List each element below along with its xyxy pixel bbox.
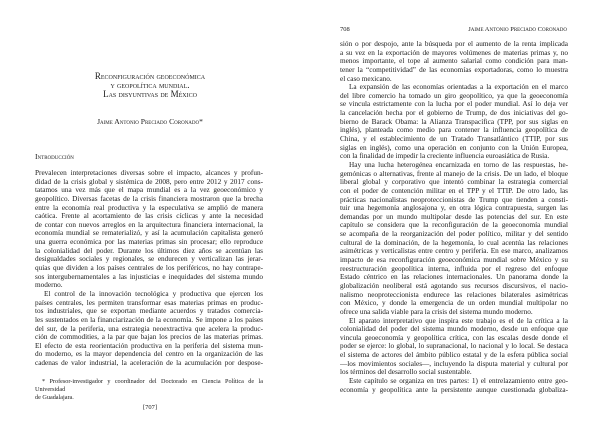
text-line: El aparato interpretativo que inspira este trabajo es el de la crítica a la <box>349 316 568 325</box>
text-line: la colonialidad del poder. Durante los últimos diez años se acentúan las <box>35 246 263 255</box>
text-line: quías que dividen a los países centrales de los periféricos, no hay contrape- <box>35 264 263 273</box>
text-line: desigualdades sociales y regionales, se endurecen y verticalizan las jerar- <box>35 255 263 264</box>
text-line: liberal global y corporativo que intentó combinar la estrategia comercial <box>340 178 568 187</box>
text-line: entre la economía real productiva y la especulativa se amplió de manera <box>35 203 263 212</box>
body-text <box>340 40 568 394</box>
running-header-author: Jaime Antonio Preciado Coronado <box>468 26 567 33</box>
text-line: economía mundial se rematerializó, y así la acumulación capitalista generó <box>35 229 263 238</box>
text-line: vincula geoeconomía y geopolítica crítica, con las escalas desde donde el <box>340 333 568 342</box>
text-line: cadenas de valor industrial, la aceleración de la acumulación por despose- <box>35 359 263 368</box>
title-line: Reconfiguración geoeconómica <box>94 71 206 81</box>
text-line: economía y geopolítica ante la persistente aunque cuestionada globaliza- <box>340 385 568 394</box>
text-line: Este capítulo se organiza en tres partes: 1) el entrelazamiento entre geo- <box>349 376 568 385</box>
chapter-author: Jaime Antonio Preciado Coronado* <box>97 117 203 126</box>
text-line: una guerra económica por las materias primas sin procesar; ello reproduce <box>35 238 263 247</box>
text-line: se acompaña de la reorganización del poder político, militar y del sentido <box>340 230 568 239</box>
text-line: caótica. Frente al acortamiento de las crisis cíclicas y ante la necesidad <box>35 212 263 221</box>
page-number: [707] <box>142 404 158 411</box>
text-line: del sur, de la periferia, una estrategia neoextractiva que acelera la produc- <box>35 324 263 333</box>
text-line: el caso mexicano. <box>340 74 392 83</box>
text-line: los términos del desarrollo social sustentable. <box>340 368 472 377</box>
text-line: del libre comercio ha tomado un giro geopolítico, ya que la geoeconomía <box>340 91 568 100</box>
text-line: nalismo neoproteccionista endurece las relaciones bilaterales asimétricas <box>340 290 568 299</box>
running-header-page-number: 708 <box>340 26 350 33</box>
text-line: les sustentados en la financiarización de la economía. Se impone a los países <box>35 315 263 324</box>
text-line: cultural de la dominación, de la hegemonía, lo cual acentúa las relaciones <box>340 238 568 247</box>
title-line: Las disyuntivas de México <box>103 89 197 100</box>
text-line: gemónicas o alternativas, frente al manejo de la crisis. De un lado, el bloque <box>340 169 568 178</box>
text-line: la cancelación hecha por el gobierno de Trump, de dos iniciativas del go- <box>340 109 568 118</box>
text-line: sos intergubernamentales a las injusticias e inequidades del sistema mundo <box>35 272 263 281</box>
text-line: China, y el establecimiento de un Tratado Transatlántico (TTIP, por sus <box>340 135 568 144</box>
text-line: tener la “competitividad” de las economías exportadoras, como lo muestra <box>340 65 568 74</box>
text-line: asimétricas y verticalistas entre centro y periferia. En ese marco, analizamos <box>340 247 568 256</box>
text-line: prácticas nacionalistas neoproteccionistas de Trump que tienden a consti- <box>340 195 568 204</box>
text-line: demandas por un mundo multipolar desde las potencias del sur. En este <box>340 212 568 221</box>
text-line: siglas en inglés), como una operación en conjunto con la Unión Europea, <box>340 143 568 152</box>
text-line: do moderno, es la mayor dependencia del centro en la organización de las <box>35 350 263 359</box>
footnote-line: de Guadalajara. <box>35 394 74 401</box>
text-line: poder se ejerce: lo global, lo supranacional, lo nacional y lo local. Se destaca <box>340 342 568 351</box>
right-page <box>300 0 600 431</box>
section-heading: Introducción <box>35 152 74 161</box>
text-line: tatamos una vez más que el mapa mundial es a la vez geoeconómico y <box>35 186 263 195</box>
text-line: capítulo se considera que la reconfiguración de la geoeconomía mundial <box>340 221 568 230</box>
text-line: Prevalecen interpretaciones diversas sobre el impacto, alcances y profun- <box>35 169 263 177</box>
text-line: de contar con nuevos arreglos en la arquitectura financiera internacional, la <box>35 220 263 229</box>
text-line: globalización neoliberal está agotando sus recursos discursivos, el nacio- <box>340 281 568 290</box>
text-line: moderno. <box>35 281 63 290</box>
text-line: impacto de esa reconfiguración geoeconómica mundial sobre México y su <box>340 256 568 265</box>
text-line: ofrece una salida viable para la crisis del sistema mundo moderno. <box>340 307 533 316</box>
text-line: El control de la innovación tecnológica y productiva que ejercen los <box>44 289 263 298</box>
text-line: países centrales, les permiten transformar esas materias primas en produc- <box>35 298 263 307</box>
text-line: Hay una lucha heterogénea encarnizada en torno de las respuestas, he- <box>349 160 568 169</box>
text-line: menos importante, el tope al aumento salarial como condición para man- <box>340 57 568 66</box>
text-line: se vincula estrictamente con la lucha por el poder mundial. Así lo deja ver <box>340 100 568 109</box>
text-line: sión o por despojo, ante la búsqueda por el aumento de la renta implicada <box>340 40 568 48</box>
text-line: El efecto de esta reorientación productiva en la periferia del sistema mun- <box>35 341 263 350</box>
text-line: con la finalidad de impedir la creciente influencia euroasiática de Rusia. <box>340 152 550 161</box>
text-line: colonialidad del poder del sistema mundo moderno, desde un enfoque que <box>340 325 568 334</box>
text-line: geopolítico. Diversas facetas de la crisis financiera mostraron que la brecha <box>35 194 263 203</box>
text-line: tos industriales, que se exportan mediante acuerdos y tratados comercia- <box>35 307 263 316</box>
text-line: bierno de Barack Obama: la Alianza Transpacífica (TPP, por sus siglas en <box>340 117 568 126</box>
footnote-line: * Profesor-investigador y coordinador del Doctorado en Ciencia Política de la Universidad <box>35 378 263 393</box>
title-line: y geopolítica mundial. <box>110 80 190 91</box>
text-line: Estado céntrico en las relaciones internacionales. Un panorama donde la <box>340 273 568 282</box>
footnote <box>35 378 263 402</box>
text-line: el sistema de actores del ámbito público estatal y de la esfera pública social <box>340 351 568 360</box>
text-line: con el poder de contención militar en el TPP y el TTIP. De otro lado, las <box>340 186 568 195</box>
text-line: tuir una hegemonía anglosajona y, en otra lógica contrapuesta, surgen las <box>340 204 568 213</box>
text-line: a su vez en la exportación de mayores volúmenes de materias primas y, no <box>340 48 568 57</box>
text-line: La expansión de las economías orientadas a la exportación en el marco <box>349 83 568 92</box>
body-text <box>35 169 263 368</box>
text-line: —los movimientos sociales—, incluyendo la disputa material y cultural por <box>340 359 568 368</box>
text-line: ción de commodities, a la par que bajan los precios de las materias primas. <box>35 333 263 342</box>
text-line: inglés), planteada como medio para contener la influencia geopolítica de <box>340 126 568 135</box>
text-line: didad de la crisis global y sistémica de 2008, pero entre 2012 y 2017 cons- <box>35 177 263 186</box>
text-line: reestructuración geopolítica interna, influida por el regreso del enfoque <box>340 264 568 273</box>
chapter-title <box>0 72 300 100</box>
text-line: con México, y donde la emergencia de un orden mundial multipolar no <box>340 299 568 308</box>
